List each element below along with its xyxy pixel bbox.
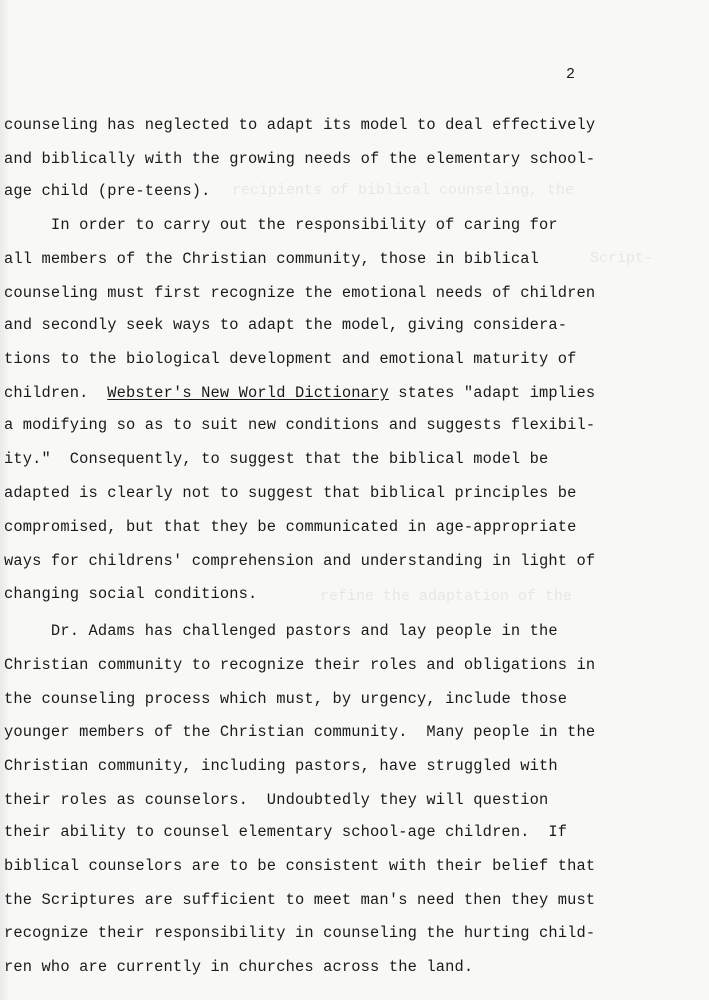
bleed-through-text: Script- <box>590 250 654 267</box>
text-line: and secondly seek ways to adapt the model, giving considera- <box>4 316 568 334</box>
text-line: tions to the biological development and emotional maturity of <box>4 350 577 368</box>
text-line: In order to carry out the responsibility of caring for <box>4 216 558 234</box>
text-line: recognize their responsibility in counseling the hurting child- <box>4 924 596 942</box>
text-line: all members of the Christian community, those in biblical <box>4 250 539 268</box>
page-number: 2 <box>566 66 576 83</box>
text-segment: children. <box>4 384 108 402</box>
text-line: Dr. Adams has challenged pastors and lay people in the <box>4 622 558 640</box>
text-line: ity." Consequently, to suggest that the biblical model be <box>4 450 549 468</box>
text-line: counseling must first recognize the emotional needs of children <box>4 284 596 302</box>
text-line: changing social conditions. <box>4 585 258 603</box>
text-segment: states "adapt implies <box>388 384 596 402</box>
text-line: the Scriptures are sufficient to meet man's need then they must <box>4 891 596 909</box>
text-line: compromised, but that they be communicated in age-appropriate <box>4 518 577 536</box>
text-line: their ability to counsel elementary school-age children. If <box>4 823 568 841</box>
text-line: adapted is clearly not to suggest that biblical principles be <box>4 484 577 502</box>
text-line <box>4 384 595 402</box>
text-line: and biblically with the growing needs of the elementary school- <box>4 150 596 168</box>
text-line: their roles as counselors. Undoubtedly they will question <box>4 791 549 809</box>
text-line: Christian community, including pastors, have struggled with <box>4 757 558 775</box>
bleed-through-text: refine the adaptation of the <box>320 588 573 605</box>
text-line: the counseling process which must, by urgency, include those <box>4 690 568 708</box>
text-line: biblical counselors are to be consistent with their belief that <box>4 857 596 875</box>
text-line: counseling has neglected to adapt its model to deal effectively <box>4 116 596 134</box>
text-line: Christian community to recognize their roles and obligations in <box>4 656 596 674</box>
text-line: ways for childrens' comprehension and understanding in light of <box>4 552 596 570</box>
text-line: younger members of the Christian community. Many people in the <box>4 723 596 741</box>
text-line: a modifying so as to suit new conditions and suggests flexibil- <box>4 416 596 434</box>
book-title: Webster's New World Dictionary <box>107 384 389 402</box>
text-line: age child (pre-teens). <box>4 182 211 200</box>
bleed-through-text: recipients of biblical counseling, the <box>232 182 575 199</box>
text-line: ren who are currently in churches across the land. <box>4 958 474 976</box>
